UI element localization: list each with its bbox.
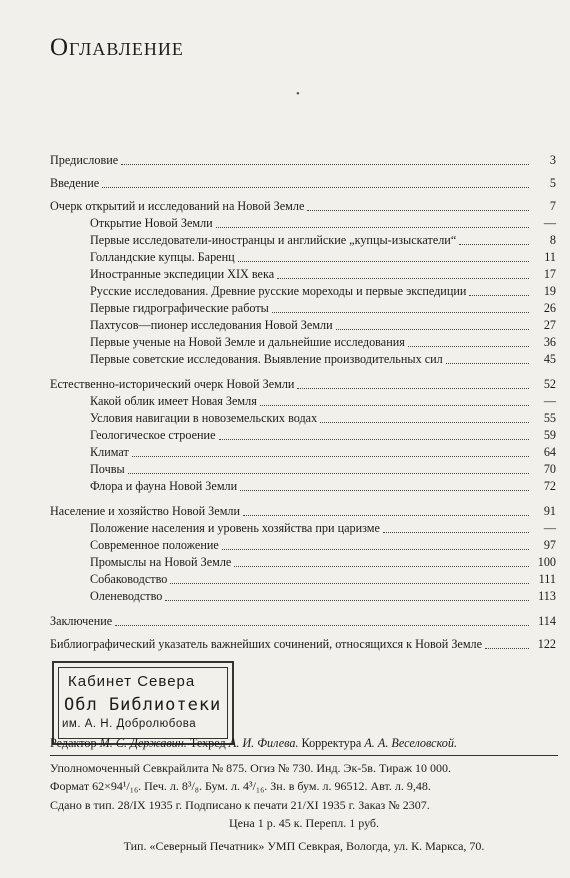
print-speck: • [296,88,300,100]
imprint-line-2: Формат 62×94¹/₁₆. Печ. л. 8³/₈. Бум. л. 4³/₁₆. Зн. в бум. л. 96512. Авт. л. 9,48. [50,779,431,794]
toc-entry[interactable] [50,588,556,605]
toc-page: 7 [549,199,556,213]
toc-page: — [543,394,556,408]
toc-label: Современное положение [90,538,219,552]
dot-leader [238,261,529,262]
toc-entry[interactable] [50,232,556,249]
corrector-name: А. А. Веселовской. [364,736,458,750]
dot-leader [277,278,529,279]
dot-leader [260,405,529,406]
toc-entry[interactable] [50,410,556,427]
toc-entry[interactable] [50,152,556,169]
techred-label: Техред [189,736,226,750]
editor-name: М. С. Державин. [99,736,187,750]
printer-line: Тип. «Северный Печатник» УМП Севкрая, Вологда, ул. К. Маркса, 70. [123,838,485,853]
toc-label: Положение населения и уровень хозяйства при царизме [90,521,380,535]
toc-entry[interactable] [50,554,556,571]
toc-label: Голландские купцы. Баренц [90,250,235,264]
dot-leader [320,422,529,423]
dot-leader [459,244,529,245]
toc-page: 59 [543,428,556,442]
imprint [50,734,558,856]
toc-entry[interactable] [50,503,556,520]
toc-page: 11 [544,250,556,264]
editor-label: Редактор [50,736,97,750]
toc-entry[interactable] [50,249,556,266]
toc-page: 26 [543,301,556,315]
toc-label: Предисловие [50,153,119,167]
toc-label: Очерк открытий и исследований на Новой Земле [50,199,305,213]
toc-label: Почвы [90,462,125,476]
toc-page: 122 [537,637,556,651]
toc-page: 113 [538,589,556,603]
toc-entry[interactable] [50,571,556,588]
dot-leader [102,187,529,188]
dot-leader [272,312,529,313]
dot-leader [132,456,529,457]
toc-page: 114 [538,614,556,628]
toc-page: 8 [549,233,556,247]
toc-page: — [543,521,556,535]
price-line: Цена 1 р. 45 к. Перепл. 1 руб. [228,816,380,831]
toc-label: Первые исследователи-иностранцы и английские „купцы-изыскатели“ [90,233,457,247]
toc-page: 100 [537,555,556,569]
toc-entry[interactable] [50,461,556,478]
dot-leader [485,648,529,649]
toc-label: Русские исследования. Древние русские мореходы и первые экспедиции [90,284,467,298]
dot-leader [469,295,529,296]
toc-label: Открытие Новой Земли [90,216,213,230]
toc-page: 45 [543,352,556,366]
toc-entry[interactable] [50,283,556,300]
toc-page: 64 [543,445,556,459]
toc-page: 52 [543,377,556,391]
toc-entry[interactable] [50,334,556,351]
toc-label: Иностранные экспедиции XIX века [90,267,275,281]
toc-page: 111 [538,572,556,586]
dot-leader [240,490,529,491]
toc-label: Первые гидрографические работы [90,301,269,315]
toc-entry[interactable] [50,427,556,444]
toc-entry[interactable] [50,215,556,232]
toc-page: 72 [543,479,556,493]
toc-entry[interactable] [50,317,556,334]
toc-page: 5 [549,176,556,190]
toc-entry[interactable] [50,300,556,317]
imprint-rule [50,755,558,756]
dot-leader [408,346,529,347]
stamp-line-1: Кабинет Севера [68,673,196,690]
toc-entry[interactable] [50,613,556,630]
dot-leader [383,532,529,533]
toc-label: Первые ученые на Новой Земле и дальнейшие исследования [90,335,405,349]
corrector-label: Корректура [301,736,362,750]
toc-page: 55 [543,411,556,425]
toc-label: Климат [90,445,129,459]
toc-label: Первые советские исследования. Выявление производительных сил [90,352,443,366]
stamp-line-3: им. А. Н. Добролюбова [62,718,197,730]
editors-line [50,734,558,753]
toc-page: 3 [549,153,556,167]
toc-entry[interactable] [50,636,556,653]
toc-label: Естественно-исторический очерк Новой Земли [50,377,295,391]
dot-leader [128,473,529,474]
toc-entry[interactable] [50,520,556,537]
toc-page: 91 [543,504,556,518]
dot-leader [219,439,530,440]
toc-label: Собаководство [90,572,168,586]
stamp-line-2: Обл Библиотеки [64,695,222,715]
toc-entry[interactable] [50,351,556,368]
toc-label: Заключение [50,614,113,628]
dot-leader [297,388,529,389]
toc-entry[interactable] [50,393,556,410]
toc-page: 19 [543,284,556,298]
toc-label: Какой облик имеет Новая Земля [90,394,257,408]
imprint-line-3: Сдано в тип. 28/IX 1935 г. Подписано к печати 21/XI 1935 г. Заказ № 2307. [50,797,430,812]
toc-entry[interactable] [50,266,556,283]
toc-entry[interactable] [50,376,556,393]
toc-entry[interactable] [50,478,556,495]
toc-label: Промыслы на Новой Земле [90,555,232,569]
dot-leader [243,515,529,516]
toc-label: Пахтусов—пионер исследования Новой Земли [90,318,333,332]
toc-page: 27 [543,318,556,332]
dot-leader [115,625,529,626]
toc-entry[interactable] [50,444,556,461]
toc-label: Введение [50,176,100,190]
dot-leader [446,363,529,364]
library-stamp [52,661,234,745]
techred-name: А. И. Филева. [228,736,299,750]
dot-leader [336,329,529,330]
toc-label: Оленеводство [90,589,163,603]
toc-label: Условия навигации в новоземельских водах [90,411,318,425]
dot-leader [307,210,529,211]
imprint-line-1: Уполномоченный Севкрайлита № 875. Огиз № 730. Инд. Эк-5в. Тираж 10 000. [50,760,452,775]
toc-page: 70 [543,462,556,476]
dot-leader [234,566,529,567]
toc-page: — [543,216,556,230]
toc-label: Население и хозяйство Новой Земли [50,504,241,518]
toc-entry[interactable] [50,175,556,192]
page-title: Оглавление [50,34,184,61]
table-of-contents [50,152,556,653]
dot-leader [170,583,529,584]
toc-entry[interactable] [50,537,556,554]
toc-label: Библиографический указатель важнейших сочинений, относящихся к Новой Земле [50,637,483,651]
toc-entry[interactable] [50,198,556,215]
toc-page: 17 [543,267,556,281]
toc-label: Флора и фауна Новой Земли [90,479,238,493]
dot-leader [121,164,529,165]
toc-page: 97 [543,538,556,552]
dot-leader [165,600,529,601]
dot-leader [216,227,529,228]
dot-leader [222,549,529,550]
toc-label: Геологическое строение [90,428,216,442]
toc-page: 36 [543,335,556,349]
